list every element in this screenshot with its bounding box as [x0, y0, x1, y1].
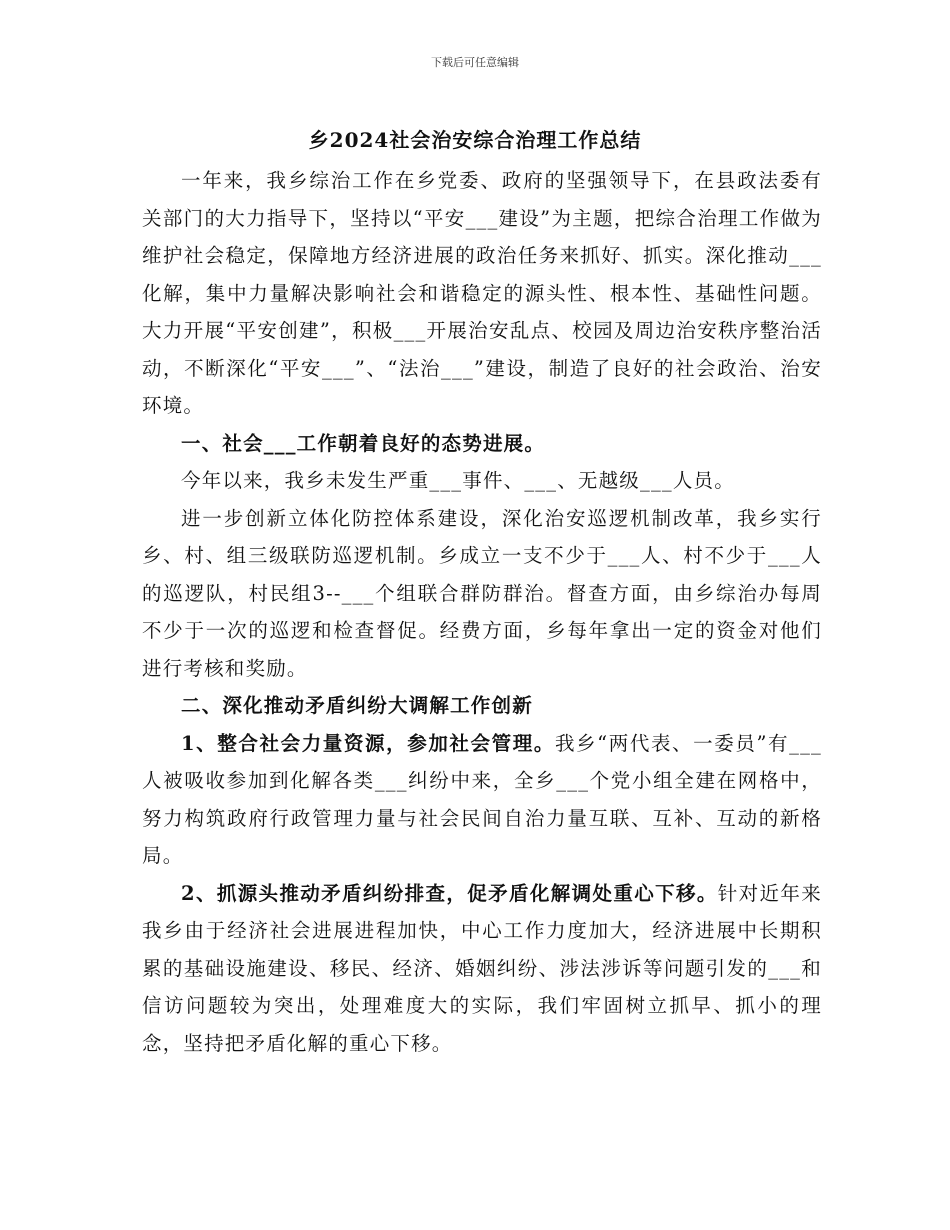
heading-text: 一、社会___工作朝着良好的态势进展。	[181, 431, 546, 455]
paragraph-text: 我乡“两代表、一委员”有___人被吸收参加到化解各类___纠纷中来，全乡___个党小组全建在网格中，努力构筑政府行政管理力量与社会民间自治力量互联、互补、互动的新格局。	[142, 731, 822, 867]
paragraph-text: 今年以来，我乡未发生严重___事件、___、无越级___人员。	[181, 469, 735, 492]
section-heading-2	[142, 687, 822, 725]
paragraph-patrol	[142, 500, 822, 688]
paragraph-text: 进一步创新立体化防控体系建设，深化治安巡逻机制改革，我乡实行乡、村、组三级联防巡逻机制。乡成立一支不少于___人、村不少于___人的巡逻队，村民组3--___个组联合群防群治。督查方面，由乡综治办每周不少于一次的巡逻和检查督促。经费方面，乡每年拿出一定的资金对他们进行考核和奖励。	[142, 506, 822, 680]
paragraph-text: 一年来，我乡综治工作在乡党委、政府的坚强领导下，在县政法委有关部门的大力指导下，坚持以“平安___建设”为主题，把综合治理工作做为维护社会稳定，保障地方经济进展的政治任务来抓好、抓实。深化推动___化解，集中力量解决影响社会和谐稳定的源头性、根本性、基础性问题。大力开展“平安创建”，积极___开展治安乱点、校园及周边治安秩序整治活动，不断深化“平安___”、“法治___”建设，制造了良好的社会政治、治安环境。	[142, 169, 822, 417]
paragraph-lead: 2、抓源头推动矛盾纠纷排查，促矛盾化解调处重心下移。	[181, 881, 718, 905]
header-note: 下载后可任意编辑	[431, 56, 519, 69]
paragraph-resources	[142, 725, 822, 875]
heading-text: 二、深化推动矛盾纠纷大调解工作创新	[181, 694, 533, 717]
paragraph-text: 针对近年来我乡由于经济社会进展进程加快，中心工作力度加大，经济进展中长期积累的基础设施建设、移民、经济、婚姻纠纷、涉法涉诉等问题引发的___和信访问题较为突出，处理难度大的实际，我们牢固树立抓早、抓小的理念，坚持把矛盾化解的重心下移。	[142, 881, 822, 1055]
document-body	[142, 162, 822, 1062]
paragraph-intro	[142, 162, 822, 425]
document-title: 乡2024社会治安综合治理工作总结	[308, 128, 642, 152]
section-heading-1	[142, 425, 822, 463]
paragraph-incidents	[142, 462, 822, 500]
paragraph-lead: 1、整合社会力量资源，参加社会管理。	[181, 731, 555, 755]
paragraph-source	[142, 875, 822, 1063]
